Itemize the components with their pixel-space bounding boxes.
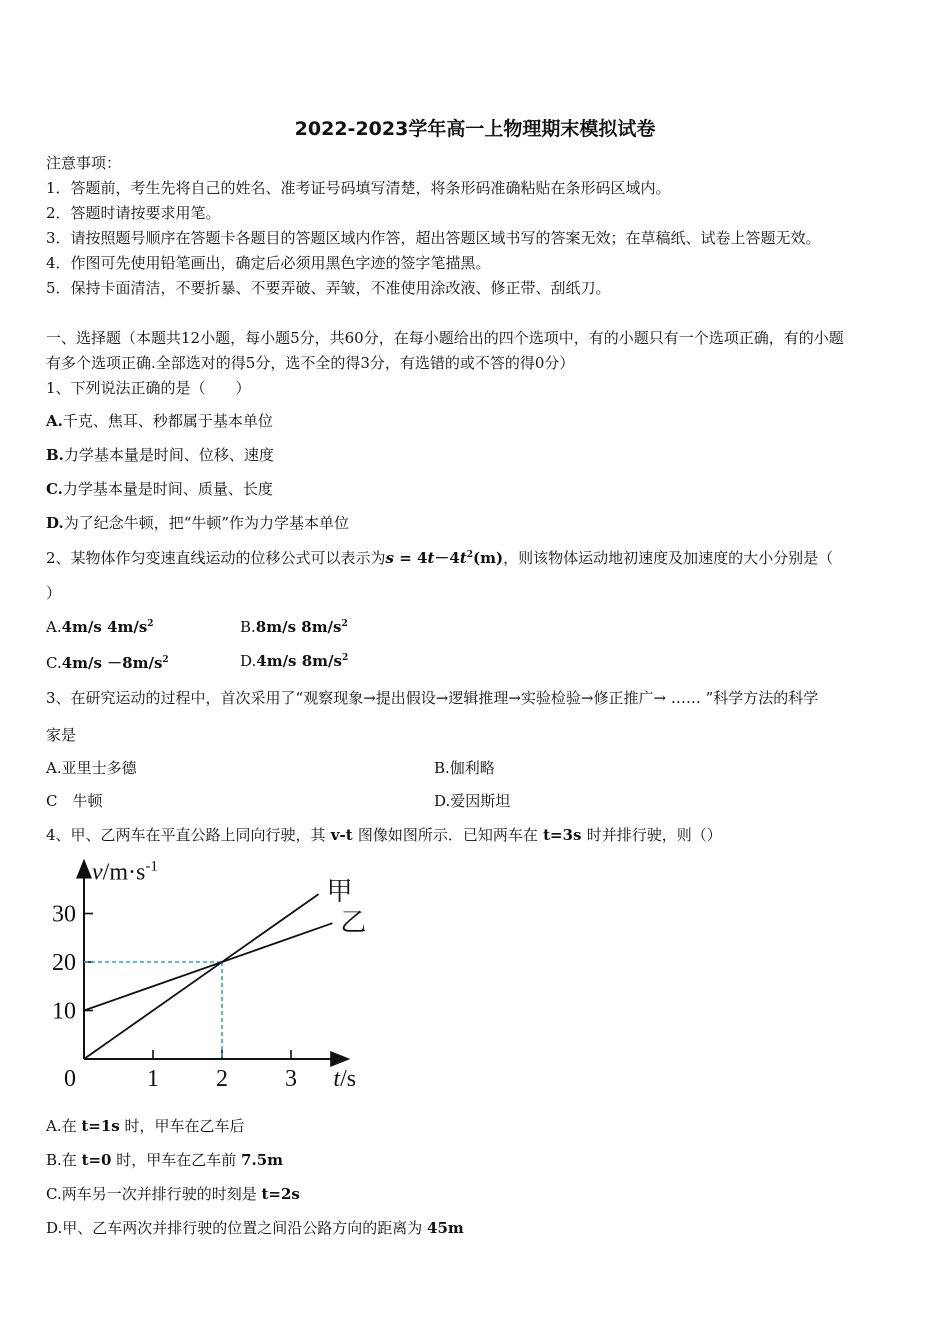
q3-stem-line-1: 3、在研究运动的过程中，首次采用了“观察现象→提出假设→逻辑推理→实验检验→修正推广→ …… ”科学方法的科学 bbox=[46, 689, 819, 707]
q2-formula-t1: t bbox=[427, 549, 435, 567]
q4-stem-time: t=3s bbox=[537, 826, 587, 844]
q1-option-d bbox=[46, 512, 349, 533]
notice-item-2: 2．答题时请按要求用笔。 bbox=[46, 204, 221, 222]
q4-option-c bbox=[46, 1183, 300, 1204]
q2-stem-post: ，则该物体运动地初速度及加速度的大小分别是（ bbox=[503, 549, 834, 567]
q2-stem-pre: 2、某物体作匀变速直线运动的位移公式可以表示为 bbox=[46, 549, 386, 567]
q1-option-b-text: 力学基本量是时间、位移、速度 bbox=[63, 446, 274, 464]
q3-option-b: B.伽利略 bbox=[434, 759, 495, 777]
notice-heading: 注意事项： bbox=[46, 154, 122, 172]
q1-option-b-label: B. bbox=[46, 446, 64, 464]
y-axis-unit: /m·s bbox=[102, 859, 146, 886]
q4-option-b-post: 时，甲车在乙车前 bbox=[111, 1151, 242, 1169]
notice-item-3: 3．请按照题号顺序在答题卡各题目的答题区域内作答，超出答题区域书写的答案无效；在草稿纸、试卷上答题无效。 bbox=[46, 229, 821, 247]
section-heading-line-2: 有多个选项正确.全部选对的得5分，选不全的得3分，有选错的或不答的得0分） bbox=[46, 354, 575, 372]
y-tick-label-20: 20 bbox=[52, 950, 76, 976]
vt-chart bbox=[40, 850, 370, 1095]
q2-option-c-text: 4m/s －8m/s bbox=[61, 654, 163, 672]
q2-formula-t2: t bbox=[459, 549, 467, 567]
q2-formula-mid2: －4 bbox=[434, 549, 460, 567]
q2-option-d-text: 4m/s 8m/s bbox=[256, 652, 342, 670]
notice-item-5: 5．保持卡面清洁，不要折暴、不要弄破、弄皱，不准使用涂改液、修正带、刮纸刀。 bbox=[46, 279, 611, 297]
q4-option-a bbox=[46, 1115, 245, 1136]
q1-option-a bbox=[46, 410, 273, 431]
q2-option-d bbox=[240, 652, 348, 670]
q4-option-d bbox=[46, 1217, 464, 1238]
notice-item-1: 1．答题前，考生先将自己的姓名、准考证号码填写清楚，将条形码准确粘贴在条形码区域内。 bbox=[46, 179, 671, 197]
y-tick-label-30: 30 bbox=[52, 901, 76, 928]
series-line-0 bbox=[84, 894, 319, 1059]
q4-stem bbox=[46, 824, 722, 845]
q1-option-c bbox=[46, 478, 273, 499]
q4-option-c-pre: C.两车另一次并排行驶的时刻是 bbox=[46, 1185, 262, 1203]
q2-stem bbox=[46, 547, 833, 568]
q2-formula-unit: (m) bbox=[473, 549, 504, 567]
y-axis-label bbox=[92, 859, 158, 886]
q2-option-c-sup: 2 bbox=[162, 655, 169, 665]
x-axis-label bbox=[333, 1066, 356, 1092]
q1-option-c-label: C. bbox=[46, 480, 63, 498]
page-title: 2022-2023学年高一上物理期末模拟试卷 bbox=[294, 118, 656, 140]
q4-option-d-pre: D.甲、乙车两次并排行驶的位置之间沿公路方向的距离为 bbox=[46, 1219, 428, 1237]
q4-option-a-bold: t=1s bbox=[81, 1117, 120, 1135]
q2-option-b-text: 8m/s 8m/s bbox=[255, 618, 342, 636]
series-line-1 bbox=[84, 923, 332, 1010]
q2-formula-s: s bbox=[385, 549, 394, 567]
y-tick-label-10: 10 bbox=[52, 998, 76, 1025]
q4-stem-post: 时并排行驶，则（） bbox=[586, 826, 722, 844]
q2-option-a-text: 4m/s 4m/s bbox=[61, 618, 148, 636]
q2-option-c-label: C. bbox=[46, 654, 62, 672]
q2-option-a bbox=[46, 618, 154, 636]
q4-option-b bbox=[46, 1149, 283, 1170]
x-tick-label-2: 2 bbox=[216, 1066, 228, 1092]
q2-formula-mid1: = 4 bbox=[394, 549, 428, 567]
notice-item-4: 4．作图可先使用铅笔画出，确定后必须用黑色字迹的签字笔描黑。 bbox=[46, 254, 491, 272]
q4-option-b-pre: B.在 bbox=[46, 1151, 82, 1169]
x-axis-unit: /s bbox=[340, 1066, 357, 1092]
q2-option-b-sup: 2 bbox=[341, 619, 348, 629]
q2-option-a-sup: 2 bbox=[147, 619, 154, 629]
q1-option-a-label: A. bbox=[46, 412, 63, 430]
q4-option-c-bold: t=2s bbox=[261, 1185, 300, 1203]
origin-label: 0 bbox=[64, 1066, 76, 1092]
q3-option-a: A.亚里士多德 bbox=[46, 759, 137, 777]
q2-option-b bbox=[240, 618, 348, 636]
q4-option-d-bold: 45m bbox=[427, 1219, 464, 1237]
series-label-0: 甲 bbox=[326, 877, 353, 907]
q4-option-b-bold-2: 7.5m bbox=[241, 1151, 284, 1169]
x-tick-label-1: 1 bbox=[147, 1066, 159, 1092]
q4-option-a-post: 时，甲车在乙车后 bbox=[119, 1117, 245, 1135]
x-axis-var: t bbox=[333, 1066, 341, 1092]
q1-option-d-label: D. bbox=[46, 514, 64, 532]
q1-option-b bbox=[46, 444, 274, 465]
x-tick-label-3: 3 bbox=[285, 1066, 297, 1092]
q3-stem-line-2: 家是 bbox=[46, 726, 77, 744]
section-heading-line-1: 一、选择题（本题共12小题，每小题5分，共60分，在每小题给出的四个选项中，有的小题只有一个选项正确，有的小题 bbox=[46, 329, 844, 347]
q4-option-a-pre: A.在 bbox=[46, 1117, 82, 1135]
q2-option-d-sup: 2 bbox=[341, 653, 349, 663]
y-axis-var: v bbox=[92, 859, 103, 886]
q2-formula-exp: 2 bbox=[466, 550, 474, 560]
series-label-1: 乙 bbox=[340, 908, 367, 938]
q4-option-b-bold: t=0 bbox=[81, 1151, 112, 1169]
q2-option-b-label: B. bbox=[240, 618, 256, 636]
q2-option-c bbox=[46, 652, 169, 673]
q4-stem-pre: 4、甲、乙两车在平直公路上同向行驶，其 bbox=[46, 826, 326, 844]
q1-option-a-text: 千克、焦耳、秒都属于基本单位 bbox=[62, 412, 273, 430]
q3-option-c: C 牛顿 bbox=[46, 792, 103, 810]
q2-option-a-label: A. bbox=[46, 618, 62, 636]
q1-option-c-text: 力学基本量是时间、质量、长度 bbox=[62, 480, 273, 498]
q4-stem-vt: v-t bbox=[325, 826, 358, 844]
q3-option-d: D.爱因斯坦 bbox=[434, 792, 511, 810]
q2-option-d-label: D. bbox=[240, 652, 257, 670]
q4-stem-mid: 图像如图所示．已知两车在 bbox=[357, 826, 538, 844]
q1-stem: 1、下列说法正确的是（ ） bbox=[46, 379, 251, 397]
y-axis-exp: -1 bbox=[145, 858, 158, 875]
q1-option-d-text: 为了纪念牛顿，把“牛顿”作为力学基本单位 bbox=[63, 514, 350, 532]
q2-stem-close: ） bbox=[46, 584, 62, 602]
